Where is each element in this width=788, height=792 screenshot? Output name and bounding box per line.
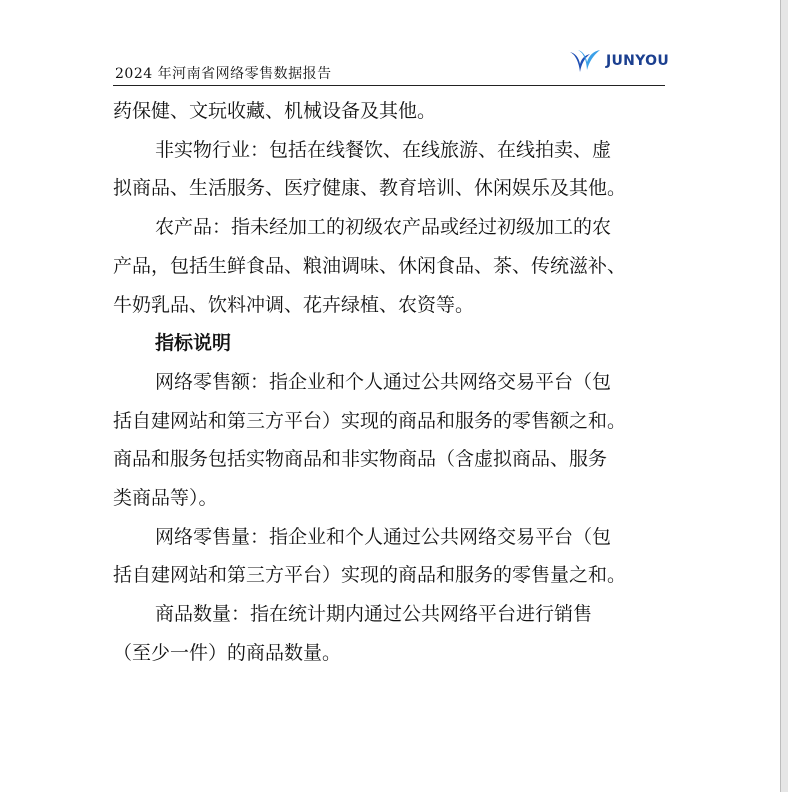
body-line: 网络零售额：指企业和个人通过公共网络交易平台（包 xyxy=(155,370,612,393)
body-line: 产品，包括生鲜食品、粮油调味、休闲食品、茶、传统滋补、 xyxy=(113,254,627,277)
body-line: 网络零售量：指企业和个人通过公共网络交易平台（包 xyxy=(155,525,612,548)
body-line: 药保健、文玩收藏、机械设备及其他。 xyxy=(113,100,437,122)
body-line: 非实物行业：包括在线餐饮、在线旅游、在线拍卖、虚 xyxy=(155,138,612,161)
page-edge-divider xyxy=(780,0,788,792)
junyou-logo-icon xyxy=(568,46,602,76)
body-line: 商品数量：指在统计期内通过公共网络平台进行销售 xyxy=(155,603,593,626)
company-logo xyxy=(568,44,669,78)
header-title: 2024 年河南省网络零售数据报告 xyxy=(115,66,332,82)
body-line: 拟商品、生活服务、医疗健康、教育培训、休闲娱乐及其他。 xyxy=(113,177,627,200)
section-heading: 指标说明 xyxy=(155,332,232,355)
body-line: 括自建网站和第三方平台）实现的商品和服务的零售额之和。 xyxy=(113,409,627,432)
body-line: 类商品等）。 xyxy=(113,487,218,510)
body-line: 牛奶乳品、饮料冲调、花卉绿植、农资等。 xyxy=(113,293,475,316)
body-line: 括自建网站和第三方平台）实现的商品和服务的零售量之和。 xyxy=(113,564,627,587)
logo-text: JUNYOU xyxy=(606,53,670,69)
header-rule xyxy=(113,85,665,86)
body-line: 农产品：指未经加工的初级农产品或经过初级加工的农 xyxy=(155,216,612,239)
body-line: 商品和服务包括实物商品和非实物商品（含虚拟商品、服务 xyxy=(113,448,608,471)
body-line: （至少一件）的商品数量。 xyxy=(113,641,342,664)
document-body xyxy=(113,92,683,673)
